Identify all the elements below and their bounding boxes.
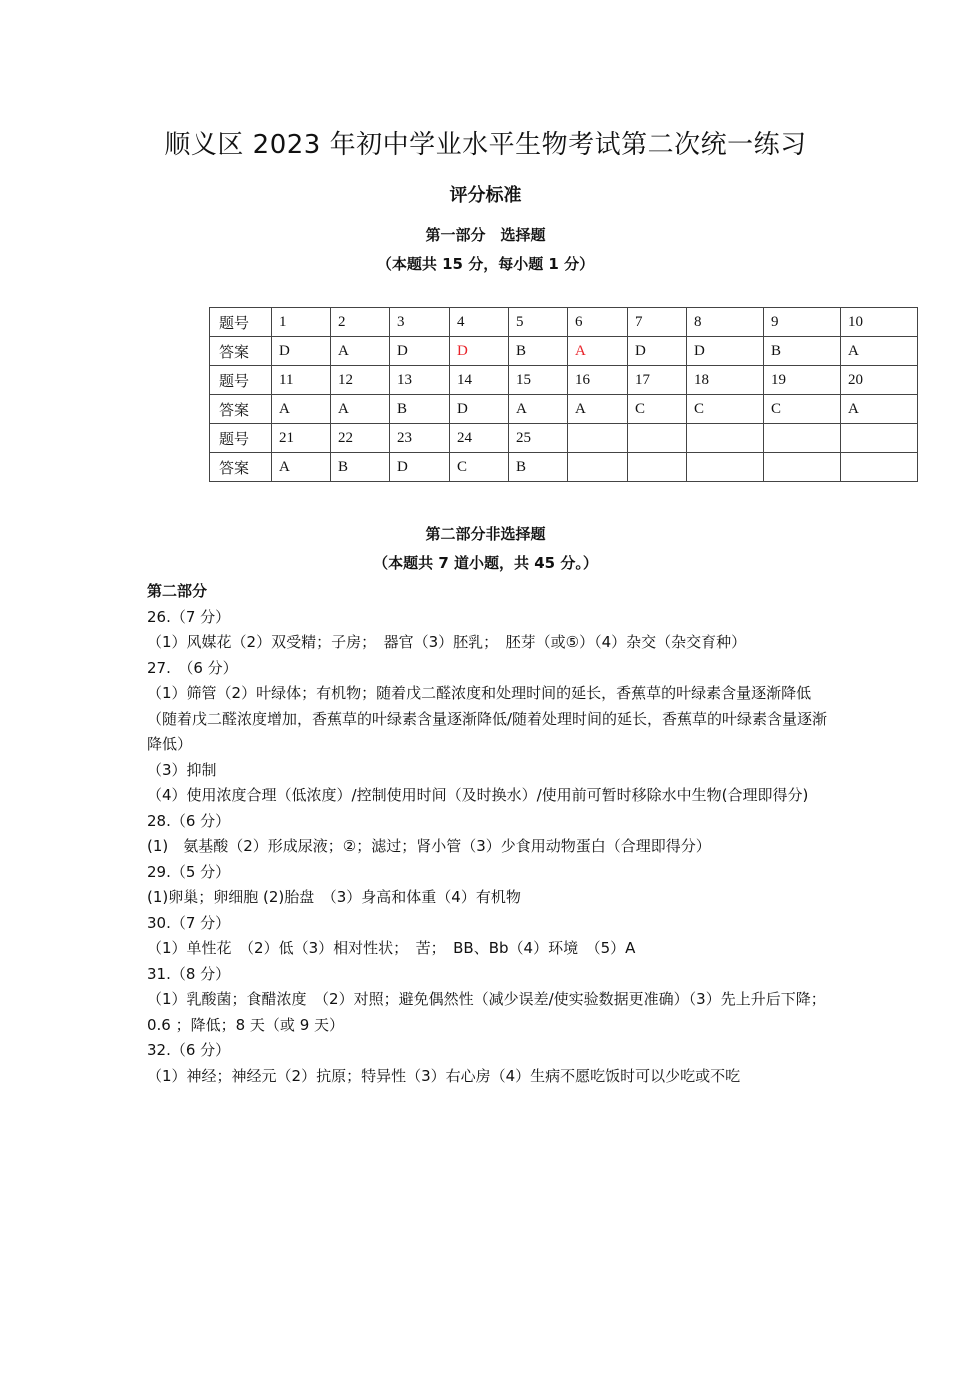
answer-line: （1）单性花 （2）低（3）相对性状； 苦； BB、Bb（4）环境 （5）A xyxy=(147,939,636,957)
answer-cell: D xyxy=(628,337,687,366)
question-number-cell: 11 xyxy=(272,366,331,395)
question-number-row xyxy=(210,424,918,453)
question-number-cell: 5 xyxy=(509,308,568,337)
question-number-cell: 23 xyxy=(390,424,450,453)
question-header: 30.（7 分） xyxy=(147,913,231,932)
question-number-cell: 24 xyxy=(450,424,509,453)
answer-cell: B xyxy=(390,395,450,424)
row-label-number: 题号 xyxy=(210,424,272,453)
question-number-cell: 13 xyxy=(390,366,450,395)
answer-table xyxy=(209,307,918,482)
answer-cell: B xyxy=(509,337,568,366)
answer-cell: D xyxy=(450,337,509,366)
question-number-cell xyxy=(628,424,687,453)
answer-line: （1）筛管（2）叶绿体；有机物；随着戊二醛浓度和处理时间的延长，香蕉草的叶绿素含量逐渐降低（随着戊二醛浓度增加，香蕉草的叶绿素含量逐渐降低/随着处理时间的延长，香蕉草的叶绿素含量逐渐降低） xyxy=(147,684,828,753)
document-title: 顺义区 2023 年初中学业水平生物考试第二次统一练习 xyxy=(164,130,807,160)
answer-cell xyxy=(628,453,687,482)
answer-cell: A xyxy=(841,337,918,366)
answer-line: （1）风媒花（2）双受精；子房； 器官（3）胚乳； 胚芽（或⑤）（4）杂交（杂交育种） xyxy=(147,633,747,651)
row-label-answer: 答案 xyxy=(210,453,272,482)
answer-cell: C xyxy=(687,395,764,424)
answer-row xyxy=(210,453,918,482)
answer-cell xyxy=(764,453,841,482)
question-header: 31.（8 分） xyxy=(147,964,231,983)
answer-cell: A xyxy=(841,395,918,424)
answer-cell: A xyxy=(331,395,390,424)
question-number-cell: 12 xyxy=(331,366,390,395)
answer-cell: A xyxy=(568,395,628,424)
answer-cell: D xyxy=(390,337,450,366)
row-label-answer: 答案 xyxy=(210,395,272,424)
part1-note: （本题共 15 分，每小题 1 分） xyxy=(376,255,595,273)
question-number-cell: 9 xyxy=(764,308,841,337)
answer-cell: D xyxy=(450,395,509,424)
question-number-cell: 22 xyxy=(331,424,390,453)
answer-cell xyxy=(841,453,918,482)
part2-section-label: 第二部分 xyxy=(147,582,208,600)
question-number-cell: 6 xyxy=(568,308,628,337)
answer-cell xyxy=(568,453,628,482)
question-number-cell: 15 xyxy=(509,366,568,395)
question-number-cell: 25 xyxy=(509,424,568,453)
part2-heading: 第二部分非选择题 xyxy=(425,525,546,543)
question-header: 32.（6 分） xyxy=(147,1041,231,1059)
question-number-cell xyxy=(687,424,764,453)
answer-line: (1) 氨基酸（2）形成尿液；②；滤过；肾小管（3）少食用动物蛋白（合理即得分） xyxy=(147,837,711,855)
question-number-row xyxy=(210,308,918,337)
answer-cell xyxy=(687,453,764,482)
answer-cell: A xyxy=(272,453,331,482)
answer-cell: B xyxy=(331,453,390,482)
question-number-cell xyxy=(568,424,628,453)
question-number-cell: 1 xyxy=(272,308,331,337)
question-number-cell: 14 xyxy=(450,366,509,395)
answer-line: （1）乳酸菌；食醋浓度 （2）对照；避免偶然性（减少误差/使实验数据更准确）（3）先上升后下降；0.6 ；降低；8 天（或 9 天） xyxy=(147,990,826,1034)
row-label-number: 题号 xyxy=(210,308,272,337)
document-subtitle: 评分标准 xyxy=(449,185,522,206)
question-number-cell: 21 xyxy=(272,424,331,453)
answer-cell: C xyxy=(450,453,509,482)
question-number-cell xyxy=(841,424,918,453)
question-header: 27. （6 分） xyxy=(147,658,238,677)
row-label-answer: 答案 xyxy=(210,337,272,366)
question-number-cell: 10 xyxy=(841,308,918,337)
answer-line: （1）神经；神经元（2）抗原；特异性（3）右心房（4）生病不愿吃饭时可以少吃或不吃 xyxy=(147,1066,741,1085)
row-label-number: 题号 xyxy=(210,366,272,395)
question-number-cell: 4 xyxy=(450,308,509,337)
answer-cell: A xyxy=(272,395,331,424)
answer-cell: A xyxy=(568,337,628,366)
answer-row xyxy=(210,395,918,424)
question-number-cell: 7 xyxy=(628,308,687,337)
question-header: 28.（6 分） xyxy=(147,811,231,830)
question-number-cell: 3 xyxy=(390,308,450,337)
answer-cell: D xyxy=(272,337,331,366)
question-number-cell: 16 xyxy=(568,366,628,395)
answer-cell: B xyxy=(509,453,568,482)
answer-line: （4）使用浓度合理（低浓度）/控制使用时间（及时换水）/使用前可暂时移除水中生物(合理即得分) xyxy=(147,786,809,804)
part2-content xyxy=(147,579,837,1089)
answer-cell: C xyxy=(764,395,841,424)
answer-line: (1)卵巢；卵细胞 (2)胎盘 （3）身高和体重（4）有机物 xyxy=(147,888,521,906)
part2-note: （本题共 7 道小题，共 45 分。） xyxy=(373,554,598,572)
answer-cell: A xyxy=(331,337,390,366)
question-header: 26.（7 分） xyxy=(147,607,231,626)
question-number-cell: 18 xyxy=(687,366,764,395)
answer-row xyxy=(210,337,918,366)
answer-line: （3）抑制 xyxy=(147,760,217,779)
part1-heading: 第一部分 选择题 xyxy=(425,226,546,244)
question-number-row xyxy=(210,366,918,395)
answer-cell: B xyxy=(764,337,841,366)
question-header: 29.（5 分） xyxy=(147,862,231,881)
question-number-cell: 19 xyxy=(764,366,841,395)
answer-cell: A xyxy=(509,395,568,424)
answer-cell: D xyxy=(390,453,450,482)
question-number-cell: 20 xyxy=(841,366,918,395)
answer-cell: D xyxy=(687,337,764,366)
question-number-cell xyxy=(764,424,841,453)
question-number-cell: 8 xyxy=(687,308,764,337)
question-number-cell: 2 xyxy=(331,308,390,337)
answer-cell: C xyxy=(628,395,687,424)
question-number-cell: 17 xyxy=(628,366,687,395)
